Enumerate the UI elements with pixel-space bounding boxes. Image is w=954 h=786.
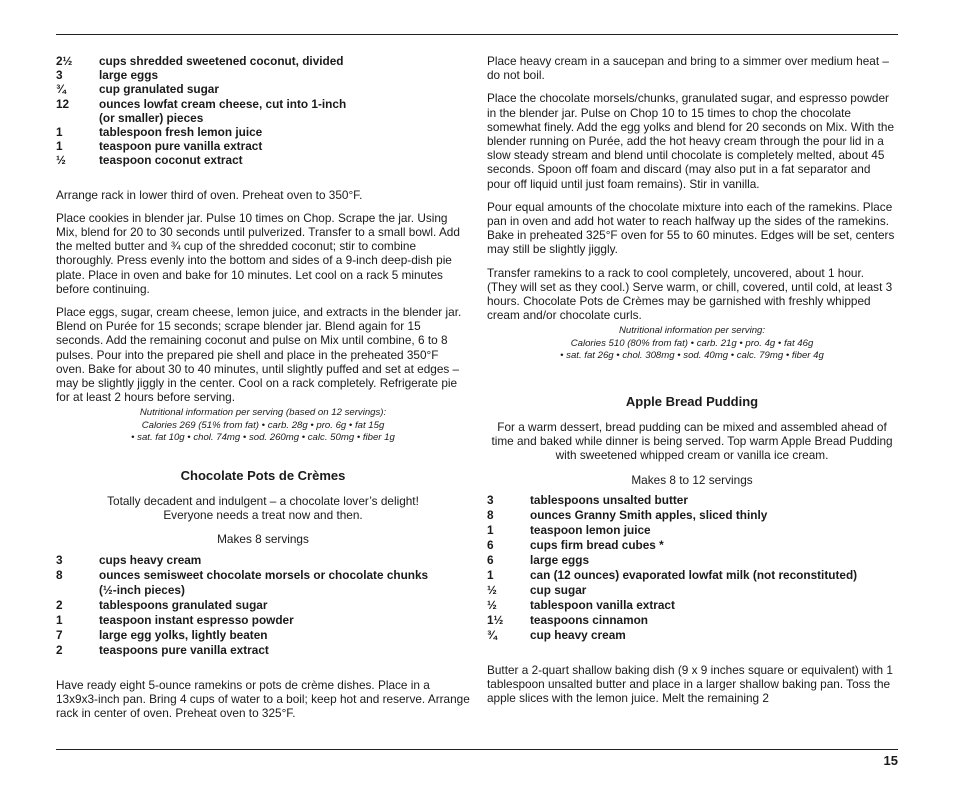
instruction-paragraph: Place the chocolate morsels/chunks, granulated sugar, and espresso powder in the blender jar. Pulse on Chop 10 to 15 times to chop the chocolate somewhat finely. Add the egg yolks and blend for 20 seconds on Mix. With the blender running on Purée, add the hot heavy cream through the pour lid in a slow steady stream and blend until chocolate is completely melted, about 45 seconds. Spoon off foam and discard (may also put in a fat separator and pour off liquid until just foam remains). Stir in vanilla. bbox=[487, 91, 895, 191]
right-column bbox=[487, 54, 897, 714]
recipe-yield: Makes 8 to 12 servings bbox=[631, 472, 753, 487]
ingredient-row: 1 teaspoon pure vanilla extract bbox=[56, 139, 263, 154]
instruction-paragraph: Have ready eight 5-ounce ramekins or pots de crème dishes. Place in a 13x9x3-inch pan. Bring 4 cups of water to a boil; keep hot and reserve. Arrange rack in center of oven. Preheat oven to 325°F. bbox=[56, 677, 470, 721]
ingredient-list-coconut-pie bbox=[56, 54, 470, 168]
instruction-paragraph: Pour equal amounts of the chocolate mixture into each of the ramekins. Place pan in oven and add hot water to reach halfway up the sides of the ramekins. Bake in preheated 325°F oven for 55 to 60 minutes. Edges will be set, centers may still be slightly jiggly. bbox=[487, 199, 895, 257]
ingredient-row: ¾ cup heavy cream bbox=[487, 627, 626, 642]
ingredient-row: ½ tablespoon vanilla extract bbox=[487, 597, 675, 612]
instruction-paragraph: Place eggs, sugar, cream cheese, lemon juice, and extracts in the blender jar. Blend on Purée for 15 seconds; scrape blender jar. Blend again for 15 seconds. Add the remaining coconut and pulse on Mix until combine, 6 to 8 pulses. Pour into the prepared pie shell and place in the preheated 350°F oven. Bake for about 30 to 40 minutes, until slightly puffed and set at edges – may be slightly jiggly in the center. Cool on a rack completely. Refrigerate pie for at least 2 hours before serving. bbox=[56, 305, 462, 405]
instruction-paragraph: Transfer ramekins to a rack to cool completely, uncovered, about 1 hour. (They will set as they cool.) Serve warm, or chill, covered, until cold, at least 3 hours. Chocolate Pots de Crèmes may be garnished with freshly whipped cream and/or chocolate curls. bbox=[487, 265, 893, 323]
instruction-paragraph: Arrange rack in lower third of oven. Preheat oven to 350°F. bbox=[56, 187, 363, 202]
ingredient-row: 7 large egg yolks, lightly beaten bbox=[56, 627, 268, 642]
bottom-rule bbox=[56, 749, 898, 750]
top-rule bbox=[56, 34, 898, 35]
ingredient-row: 2 tablespoons granulated sugar bbox=[56, 597, 268, 612]
ingredient-row: 1 teaspoon instant espresso powder bbox=[56, 612, 294, 627]
recipe-intro: Totally decadent and indulgent – a chocolate lover’s delight! bbox=[107, 494, 419, 509]
page-number: 15 bbox=[883, 753, 898, 768]
instruction-paragraph: Place heavy cream in a saucepan and bring to a simmer over medium heat – do not boil. bbox=[487, 54, 889, 83]
ingredient-row: 3 large eggs bbox=[56, 68, 159, 83]
instruction-paragraph: Butter a 2-quart shallow baking dish (9 x 9 inches square or equivalent) with 1 tablespoon unsalted butter and place in a larger shallow baking pan. Toss the apple slices with the lemon juice. Melt the remaining 2 bbox=[487, 662, 893, 706]
instruction-paragraph: Place cookies in blender jar. Pulse 10 times on Chop. Scrape the jar. Using Mix, blend for 20 to 30 seconds until pulverized. Transfer to a small bowl. Add the melted butter and ¾ cup of the shredded coconut; stir to combine thoroughly. Press evenly into the bottom and sides of a 9-inch deep-dish pie plate. Place in oven and bake for 10 minutes. Let cool on a rack 5 minutes before continuing. bbox=[56, 210, 460, 296]
recipe-intro: For a warm dessert, bread pudding can be mixed and assembled ahead of time and baked while dinner is being served. Top warm Apple Bread Pudding with sweetened whipped cream or vanilla ice cream. bbox=[491, 420, 893, 463]
ingredient-row: ¾ cup granulated sugar bbox=[56, 82, 219, 97]
ingredient-row: ½ teaspoon coconut extract bbox=[56, 153, 243, 168]
ingredient-row: ½ cup sugar bbox=[487, 582, 587, 597]
recipe-yield: Makes 8 servings bbox=[217, 532, 309, 547]
ingredient-row: 1 teaspoon lemon juice bbox=[487, 522, 651, 537]
ingredient-list-pots-de-creme bbox=[56, 553, 470, 658]
ingredient-list-apple-bread-pudding bbox=[487, 493, 897, 643]
ingredient-row: 1 can (12 ounces) evaporated lowfat milk (not reconstituted) bbox=[487, 567, 858, 582]
recipe-intro: Everyone needs a treat now and then. bbox=[163, 508, 363, 523]
ingredient-row: 8 ounces semisweet chocolate morsels or chocolate chunks bbox=[56, 567, 429, 582]
nutrition-info: Nutritional information per serving (based on 12 servings): Calories 269 (51% from fat) • carb. 28g • pro. 6g • fat 15g • sat. fat 10g • chol. 74mg • sod. 260mg • calc. 50mg • fiber 1g bbox=[131, 407, 395, 443]
ingredient-row: 2½ cups shredded sweetened coconut, divided bbox=[56, 54, 344, 68]
ingredient-row: (½-inch pieces) bbox=[99, 582, 185, 597]
ingredient-row: 3 tablespoons unsalted butter bbox=[487, 492, 688, 507]
ingredient-row: 1½ teaspoons cinnamon bbox=[487, 612, 648, 627]
ingredient-row: 6 large eggs bbox=[487, 552, 590, 567]
recipe-title: Apple Bread Pudding bbox=[625, 394, 759, 410]
ingredient-row: 8 ounces Granny Smith apples, sliced thinly bbox=[487, 507, 768, 522]
ingredient-row: (or smaller) pieces bbox=[99, 110, 204, 125]
nutrition-info: Nutritional information per serving: Calories 510 (80% from fat) • carb. 21g • pro. 4g • fat 46g • sat. fat 26g • chol. 308mg • sod. 40mg • calc. 79mg • fiber 4g bbox=[560, 325, 824, 361]
ingredient-row: 2 teaspoons pure vanilla extract bbox=[56, 642, 269, 657]
ingredient-row: 12 ounces lowfat cream cheese, cut into 1-inch bbox=[56, 96, 347, 111]
left-column bbox=[56, 54, 470, 729]
ingredient-row: 6 cups firm bread cubes * bbox=[487, 537, 664, 552]
ingredient-row: 1 tablespoon fresh lemon juice bbox=[56, 125, 263, 140]
ingredient-row: 3 cups heavy cream bbox=[56, 552, 202, 567]
recipe-title: Chocolate Pots de Crèmes bbox=[180, 468, 346, 484]
